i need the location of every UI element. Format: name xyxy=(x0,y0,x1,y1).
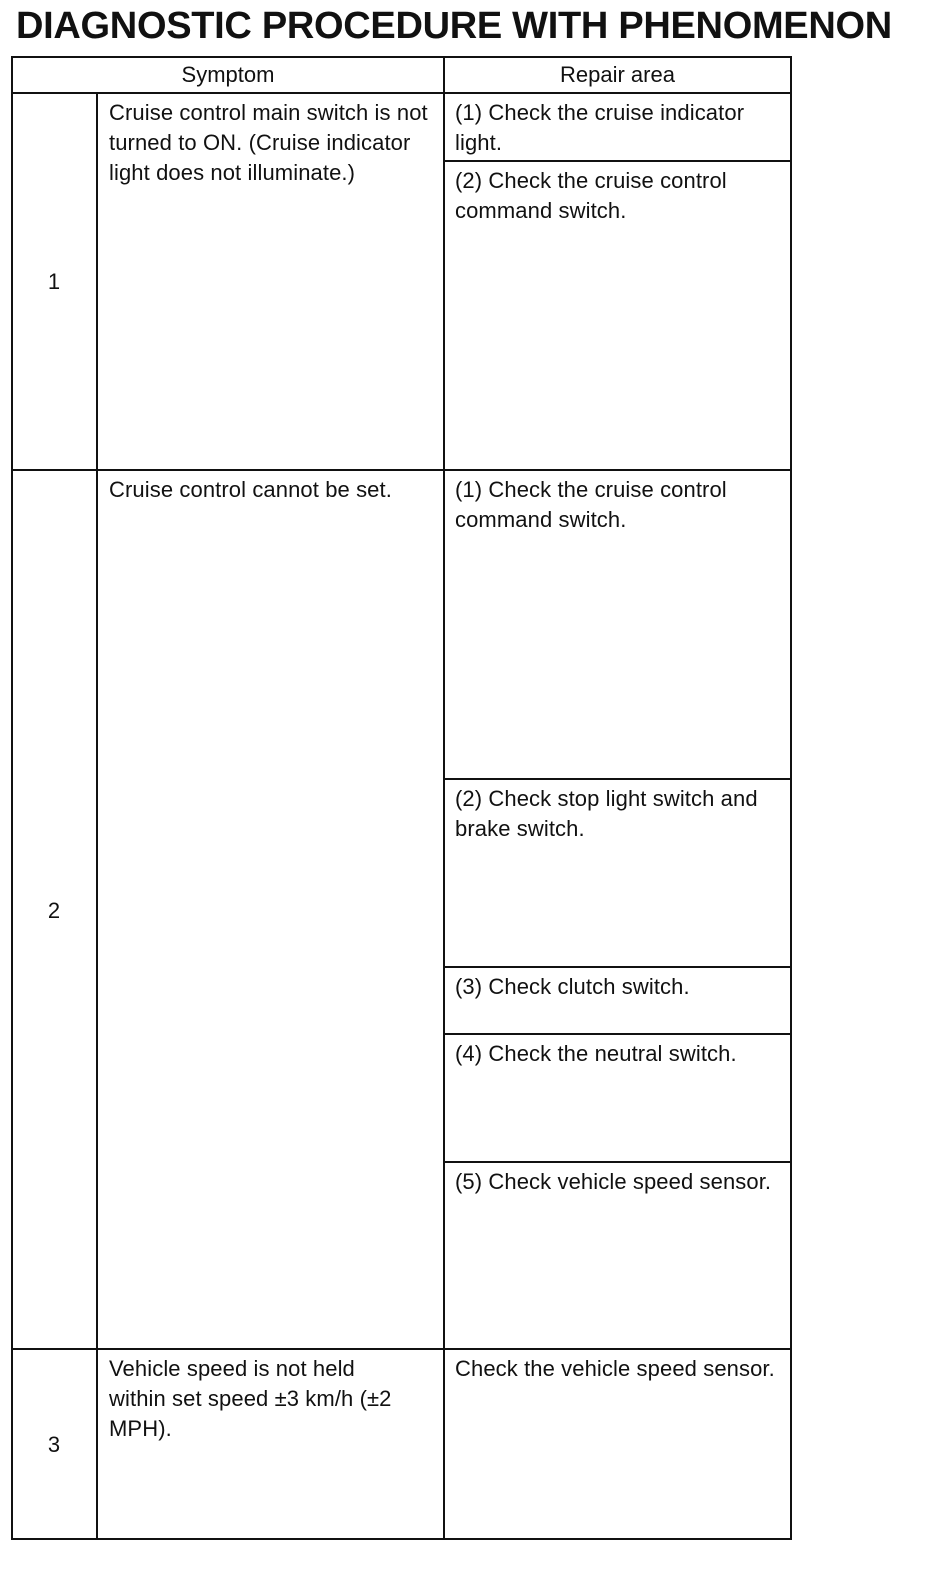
repair-divider xyxy=(443,1033,792,1035)
header-divider xyxy=(11,92,792,94)
repair-text: (3) Check clutch switch. xyxy=(455,974,690,999)
page-title: DIAGNOSTIC PROCEDURE WITH PHENOMENON xyxy=(16,5,892,47)
repair-text: (1) Check the cruise control command switch. xyxy=(455,477,727,532)
row-divider xyxy=(11,469,792,471)
symptom-header: Symptom xyxy=(181,62,275,87)
symptom-text: Vehicle speed is not held within set speed ±3 km/h (±2 MPH). xyxy=(109,1356,392,1441)
row-divider xyxy=(11,1348,792,1350)
row-number: 2 xyxy=(47,898,61,923)
repair-divider xyxy=(443,966,792,968)
symptom-repair-divider xyxy=(443,56,445,1540)
repair-text: (4) Check the neutral switch. xyxy=(455,1041,737,1066)
repair-text: (1) Check the cruise indicator light. xyxy=(455,100,745,155)
row-number: 3 xyxy=(47,1432,61,1457)
repair-text: (2) Check the cruise control command switch. xyxy=(455,168,727,223)
row-number: 1 xyxy=(47,269,61,294)
repair-text: Check the vehicle speed sensor. xyxy=(455,1356,775,1381)
repair-divider xyxy=(443,1161,792,1163)
repair-text: (5) Check vehicle speed sensor. xyxy=(455,1169,772,1194)
repair-text: (2) Check stop light switch and brake switch. xyxy=(455,786,758,841)
symptom-text: Cruise control cannot be set. xyxy=(109,477,392,502)
repair-divider xyxy=(443,160,792,162)
symptom-text: Cruise control main switch is not turned to ON. (Cruise indicator light does not illuminate.) xyxy=(109,100,428,185)
repair-divider xyxy=(443,778,792,780)
repair-area-header: Repair area xyxy=(560,62,675,87)
number-column-divider xyxy=(96,92,98,1540)
